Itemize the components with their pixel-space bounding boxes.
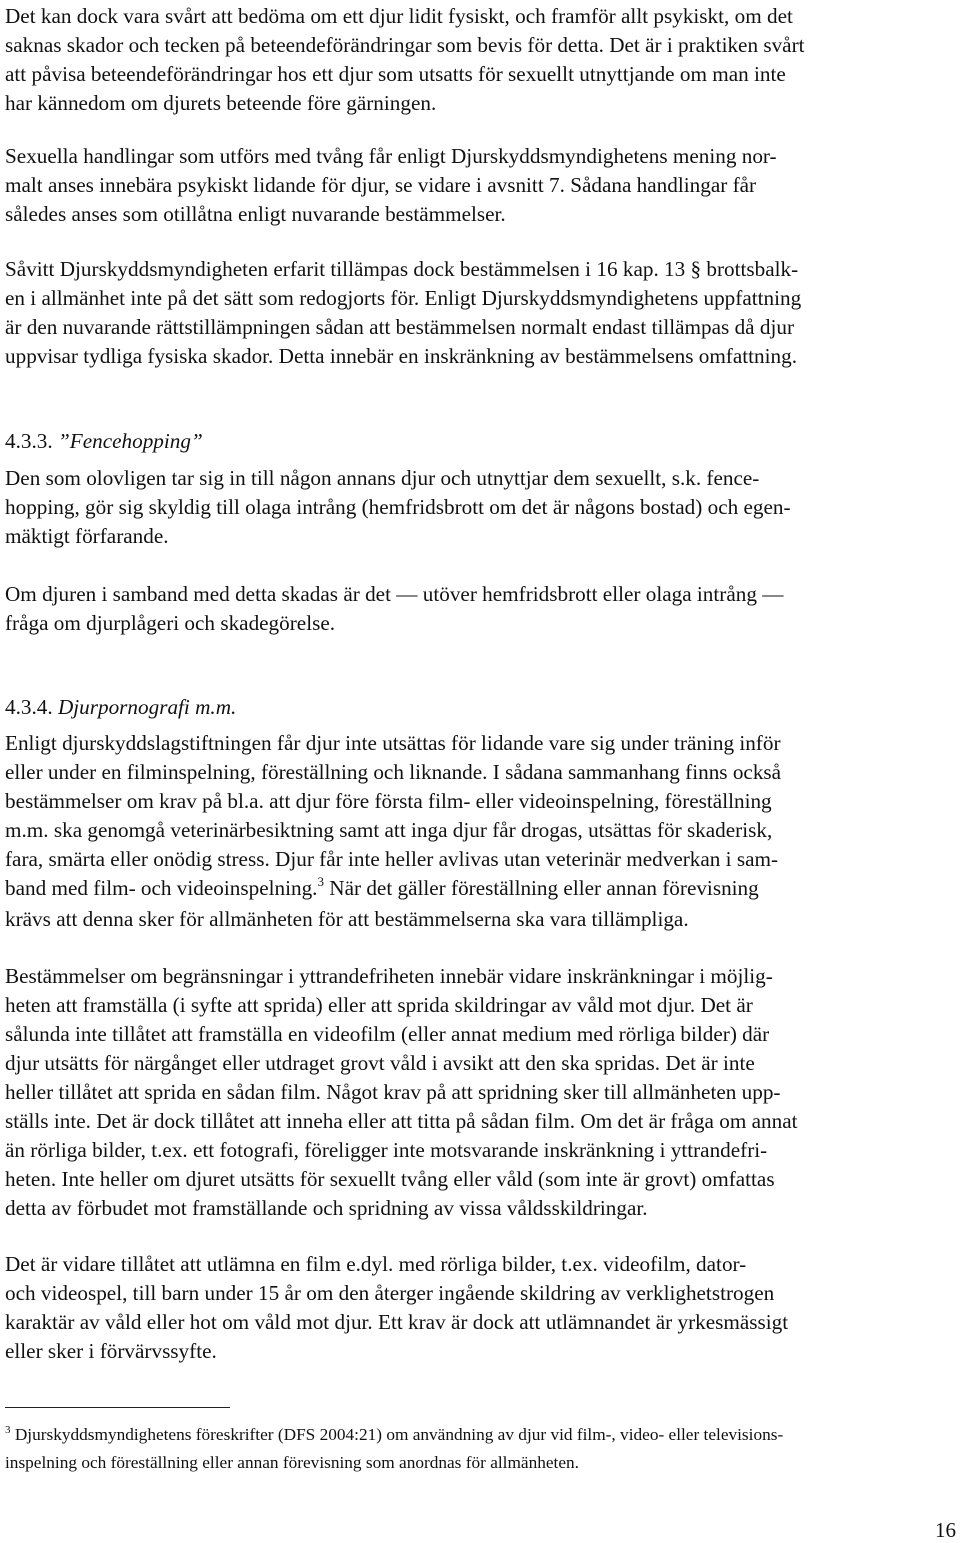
page-number: 16 — [935, 1518, 956, 1542]
text-line: således anses som otillåtna enligt nuvarande bestämmelser. — [5, 202, 506, 226]
text-line: eller sker i förvärvssyfte. — [5, 1339, 217, 1363]
text-line: än rörliga bilder, t.ex. ett fotografi, föreligger inte motsvarande inskränkning i yttrandefri- — [5, 1138, 768, 1162]
text-line: m.m. ska genomgå veterinärbesiktning samt att inga djur får drogas, utsättas för skaderisk, — [5, 818, 773, 842]
paragraph-film-recording — [5, 729, 955, 934]
text-line: har kännedom om djurets beteende före gärningen. — [5, 91, 437, 115]
section-number: 4.3.4. — [5, 695, 53, 719]
text-line: sålunda inte tillåtet att framställa en videofilm (eller annat medium med rörliga bilder) där — [5, 1022, 770, 1046]
footnote-number: 3 — [5, 1424, 11, 1436]
text-line: eller under en filminspelning, föreställning och liknande. I sådana sammanhang finns också — [5, 760, 782, 784]
text-line: heten. Inte heller om djuret utsätts för sexuellt tvång eller våld (som inte är grovt) omfattas — [5, 1167, 775, 1191]
footnote-line: inspelning och föreställning eller annan förevisning som anordnas för allmänheten. — [5, 1453, 579, 1472]
text-line: bestämmelser om krav på bl.a. att djur före första film- eller videoinspelning, föreställning — [5, 789, 772, 813]
text-line: att påvisa beteendeförändringar hos ett djur som utsatts för sexuellt utnyttjande om man inte — [5, 62, 786, 86]
text-line: och videospel, till barn under 15 år om den återger ingående skildring av verklighetstrogen — [5, 1281, 775, 1305]
text-line: uppvisar tydliga fysiska skador. Detta innebär en inskränkning av bestämmelsens omfattning. — [5, 344, 798, 368]
text-line: Bestämmelser om begränsningar i yttrandefriheten innebär vidare inskränkningar i möjlig- — [5, 964, 773, 988]
text-line: Sexuella handlingar som utförs med tvång får enligt Djurskyddsmyndighetens mening nor- — [5, 144, 777, 168]
text-line: Den som olovligen tar sig in till någon annans djur och utnyttjar dem sexuellt, s.k. fence- — [5, 466, 760, 490]
text-line: detta av förbudet mot framställande och spridning av vissa våldsskildringar. — [5, 1196, 648, 1220]
paragraph-assessment — [5, 2, 955, 118]
text-line: hopping, gör sig skyldig till olaga intrång (hemfridsbrott om det är någons bostad) och egen- — [5, 495, 791, 519]
paragraph-distribution-to-children — [5, 1250, 955, 1366]
text-line: karaktär av våld eller hot om våld mot djur. Ett krav är dock att utlämnandet är yrkesmässigt — [5, 1310, 789, 1334]
text-line — [5, 874, 955, 905]
footnote-text: Djurskyddsmyndighetens föreskrifter (DFS 2004:21) om användning av djur vid film-, video- eller televisions- — [10, 1425, 784, 1444]
text-line: Enligt djurskyddslagstiftningen får djur inte utsättas för lidande vare sig under träning inför — [5, 731, 781, 755]
section-heading-fencehopping — [5, 427, 955, 456]
paragraph-damages — [5, 580, 955, 638]
text-line: Såvitt Djurskyddsmyndigheten erfarit tillämpas dock bestämmelsen i 16 kap. 13 § brottsbalk- — [5, 257, 799, 281]
section-title: ”Fencehopping” — [57, 429, 203, 453]
text-line: heller tillåtet att sprida en sådan film. Något krav på att spridning sker till allmänheten upp- — [5, 1080, 781, 1104]
paragraph-freedom-of-expression — [5, 962, 955, 1223]
text-line: saknas skador och tecken på beteendeförändringar som bevis för detta. Det är i praktiken svårt — [5, 33, 805, 57]
footnote-separator — [5, 1407, 230, 1408]
paragraph-fencehopping — [5, 464, 955, 551]
text-segment: band med film- och videoinspelning. — [5, 876, 318, 900]
footnote-line — [5, 1422, 955, 1450]
footnote — [5, 1422, 955, 1475]
text-line: krävs att denna sker för allmänheten för att bestämmelserna ska vara tillämpliga. — [5, 907, 689, 931]
text-line: malt anses innebära psykiskt lidande för djur, se vidare i avsnitt 7. Sådana handlingar får — [5, 173, 757, 197]
text-line: heten att framställa (i syfte att sprida) eller att sprida skildringar av våld mot djur. Det är — [5, 993, 753, 1017]
section-heading-animal-pornography — [5, 693, 955, 722]
text-line: Det är vidare tillåtet att utlämna en film e.dyl. med rörliga bilder, t.ex. videofilm, dator- — [5, 1252, 747, 1276]
text-line: mäktigt förfarande. — [5, 524, 169, 548]
text-line: är den nuvarande rättstillämpningen sådan att bestämmelsen normalt endast tillämpas då djur — [5, 315, 794, 339]
text-line: ställs inte. Det är dock tillåtet att inneha eller att titta på sådan film. Om det är fråga om annat — [5, 1109, 798, 1133]
footnote-reference[interactable]: 3 — [317, 874, 324, 889]
text-line: Om djuren i samband med detta skadas är det — utöver hemfridsbrott eller olaga intrång — — [5, 582, 784, 606]
text-line: en i allmänhet inte på det sätt som redogjorts för. Enligt Djurskyddsmyndighetens uppfattning — [5, 286, 802, 310]
paragraph-legal-application — [5, 255, 955, 371]
text-segment: När det gäller föreställning eller annan förevisning — [323, 876, 759, 900]
text-line: djur utsätts för närgånget eller utdraget grovt våld i avsikt att den ska spridas. Det är inte — [5, 1051, 755, 1075]
text-line: Det kan dock vara svårt att bedöma om ett djur lidit fysiskt, och framför allt psykiskt, om det — [5, 4, 793, 28]
section-number: 4.3.3. — [5, 429, 53, 453]
text-line: fråga om djurplågeri och skadegörelse. — [5, 611, 336, 635]
section-title: Djurpornografi m.m. — [57, 695, 237, 719]
paragraph-sexual-acts — [5, 142, 955, 229]
text-line: fara, smärta eller onödig stress. Djur får inte heller avlivas utan veterinär medverkan i sam- — [5, 847, 779, 871]
